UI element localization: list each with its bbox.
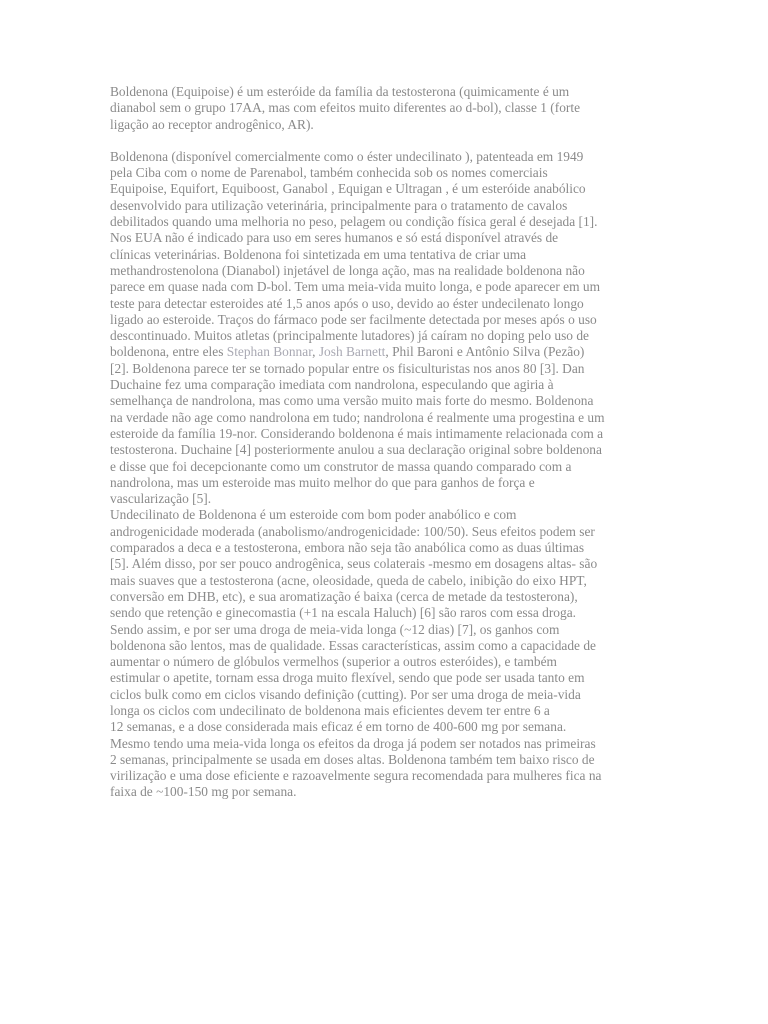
paragraph xyxy=(110,84,658,133)
text-run: Sendo assim, e por ser uma droga de meia-vida longa (~12 dias) [7], os ganhos com xyxy=(110,621,560,637)
text-run: pela Ciba com o nome de Parenabol, também conhecida sob os nomes comerciais xyxy=(110,165,548,181)
text-run: semelhança de nandrolona, mas como uma versão muito mais forte do mesmo. Boldenona xyxy=(110,393,594,409)
text-run: sendo que retenção e ginecomastia (+1 na escala Haluch) [6] são raros com essa droga. xyxy=(110,605,576,621)
text-line xyxy=(110,573,658,589)
document-body xyxy=(110,84,658,801)
text-line xyxy=(110,100,658,116)
text-line xyxy=(110,361,658,377)
text-line xyxy=(110,768,658,784)
text-line xyxy=(110,165,658,181)
text-line xyxy=(110,687,658,703)
inline-link[interactable]: Stephan Bonnar xyxy=(226,344,313,360)
text-line xyxy=(110,605,658,621)
text-line xyxy=(110,410,658,426)
text-line xyxy=(110,296,658,312)
text-run: Boldenona (Equipoise) é um esteróide da família da testosterona (quimicamente é um xyxy=(110,84,570,99)
text-line xyxy=(110,328,658,344)
text-run: ligação ao receptor androgênico, AR). xyxy=(110,116,314,132)
text-line xyxy=(110,719,658,735)
text-run: clínicas veterinárias. Boldenona foi sintetizada em uma tentativa de criar uma xyxy=(110,246,527,262)
text-line xyxy=(110,524,658,540)
text-run: 12 semanas, e a dose considerada mais eficaz é em torno de 400-600 mg por semana. xyxy=(110,719,567,735)
text-line xyxy=(110,654,658,670)
text-line xyxy=(110,84,658,100)
text-line xyxy=(110,589,658,605)
text-run: boldenona são lentos, mas de qualidade. Essas características, assim como a capacidade de xyxy=(110,637,596,653)
text-run: debilitados quando uma melhoria no peso, pelagem ou condição física geral é desejada [1]. xyxy=(110,214,598,230)
text-line xyxy=(110,149,658,165)
text-run: ligado ao esteroide. Traços do fármaco pode ser facilmente detectada por meses após o uso xyxy=(110,311,597,327)
text-line xyxy=(110,556,658,572)
text-line xyxy=(110,459,658,475)
text-run: , xyxy=(312,344,319,360)
text-line xyxy=(110,622,658,638)
text-run: dianabol sem o grupo 17AA, mas com efeitos muito diferentes ao d-bol), classe 1 (forte xyxy=(110,100,581,116)
text-run: descontinuado. Muitos atletas (principalmente lutadores) já caíram no doping pelo uso de xyxy=(110,328,589,344)
text-line xyxy=(110,198,658,214)
text-line xyxy=(110,214,658,230)
text-line xyxy=(110,377,658,393)
text-line xyxy=(110,475,658,491)
text-line xyxy=(110,540,658,556)
text-line xyxy=(110,670,658,686)
paragraph-gap xyxy=(110,133,658,149)
text-line xyxy=(110,784,658,800)
inline-link[interactable]: Josh Barnett xyxy=(318,344,386,360)
paragraph xyxy=(110,149,658,801)
text-run: desenvolvido para utilização veterinária, principalmente para o tratamento de cavalos xyxy=(110,197,568,213)
text-line xyxy=(110,312,658,328)
text-line xyxy=(110,117,658,133)
text-line xyxy=(110,230,658,246)
text-line xyxy=(110,491,658,507)
text-run: Undecilinato de Boldenona é um esteroide com bom poder anabólico e com xyxy=(110,507,517,523)
text-line xyxy=(110,752,658,768)
text-line xyxy=(110,279,658,295)
text-run: Boldenona (disponível comercialmente como o éster undecilinato ), patenteada em 1949 xyxy=(110,148,584,164)
text-line xyxy=(110,507,658,523)
text-line xyxy=(110,442,658,458)
text-line xyxy=(110,426,658,442)
text-line xyxy=(110,181,658,197)
text-run: faixa de ~100-150 mg por semana. xyxy=(110,784,297,800)
text-run: Duchaine fez uma comparação imediata com nandrolona, especulando que agiria à xyxy=(110,377,554,393)
text-run: Nos EUA não é indicado para uso em seres humanos e só está disponível através de xyxy=(110,230,559,246)
text-run: esteroide da família 19-nor. Considerando boldenona é mais intimamente relacionada com a xyxy=(110,425,604,441)
text-run: conversão em DHB, etc), e sua aromatização é baixa (cerca de metade da testosterona), xyxy=(110,588,578,604)
text-line xyxy=(110,736,658,752)
text-run: methandrostenolona (Dianabol) injetável de longa ação, mas na realidade boldenona não xyxy=(110,262,585,278)
text-line xyxy=(110,247,658,263)
text-run: Equipoise, Equifort, Equiboost, Ganabol , Equigan e Ultragan , é um esteróide anabólico xyxy=(110,181,586,197)
text-line xyxy=(110,638,658,654)
text-run: , Phil Baroni e Antônio Silva (Pezão) xyxy=(385,344,585,360)
text-line xyxy=(110,344,658,360)
text-run: vascularização [5]. xyxy=(110,491,212,507)
text-run: Mesmo tendo uma meia-vida longa os efeitos da droga já podem ser notados nas primeiras xyxy=(110,735,596,751)
text-run: boldenona, entre eles xyxy=(110,344,227,360)
text-run: 2 semanas, principalmente se usada em doses altas. Boldenona também tem baixo risco de xyxy=(110,751,595,767)
text-run: testosterona. Duchaine [4] posteriormente anulou a sua declaração original sobre boldenona xyxy=(110,442,602,458)
text-line xyxy=(110,263,658,279)
text-run: aumentar o número de glóbulos vermelhos (superior a outros esteróides), e também xyxy=(110,654,557,670)
text-run: mais suaves que a testosterona (acne, oleosidade, queda de cabelo, inibição do eixo HPT, xyxy=(110,572,587,588)
text-line xyxy=(110,703,658,719)
text-run: ciclos bulk como em ciclos visando definição (cutting). Por ser uma droga de meia-vida xyxy=(110,686,581,702)
text-run: [5]. Além disso, por ser pouco androgênica, seus colaterais -mesmo em dosagens altas- são xyxy=(110,556,598,572)
text-run: longa os ciclos com undecilinato de boldenona mais eficientes devem ter entre 6 a xyxy=(110,702,550,718)
text-run: parece em quase nada com D-bol. Tem uma meia-vida muito longa, e pode aparecer em um xyxy=(110,279,600,295)
text-run: na verdade não age como nandrolona em tudo; nandrolona é realmente uma progestina e um xyxy=(110,409,605,425)
text-run: estimular o apetite, tornam essa droga muito flexível, sendo que pode ser usada tanto em xyxy=(110,670,585,686)
text-run: androgenicidade moderada (anabolismo/androgenicidade: 100/50). Seus efeitos podem ser xyxy=(110,523,595,539)
text-run: comparados a deca e a testosterona, embora não seja tão anabólica como as duas últimas xyxy=(110,540,585,556)
text-line xyxy=(110,393,658,409)
text-run: teste para detectar esteroides até 1,5 anos após o uso, devido ao éster undecilenato longo xyxy=(110,295,584,311)
text-run: e disse que foi decepcionante como um construtor de massa quando comparado com a xyxy=(110,458,572,474)
text-run: virilização e uma dose eficiente e razoavelmente segura recomendada para mulheres fica na xyxy=(110,768,602,784)
text-run: nandrolona, mas um esteroide mas muito melhor do que para ganhos de força e xyxy=(110,474,535,490)
text-run: [2]. Boldenona parece ter se tornado popular entre os fisiculturistas nos anos 80 [3]. Dan xyxy=(110,360,585,376)
